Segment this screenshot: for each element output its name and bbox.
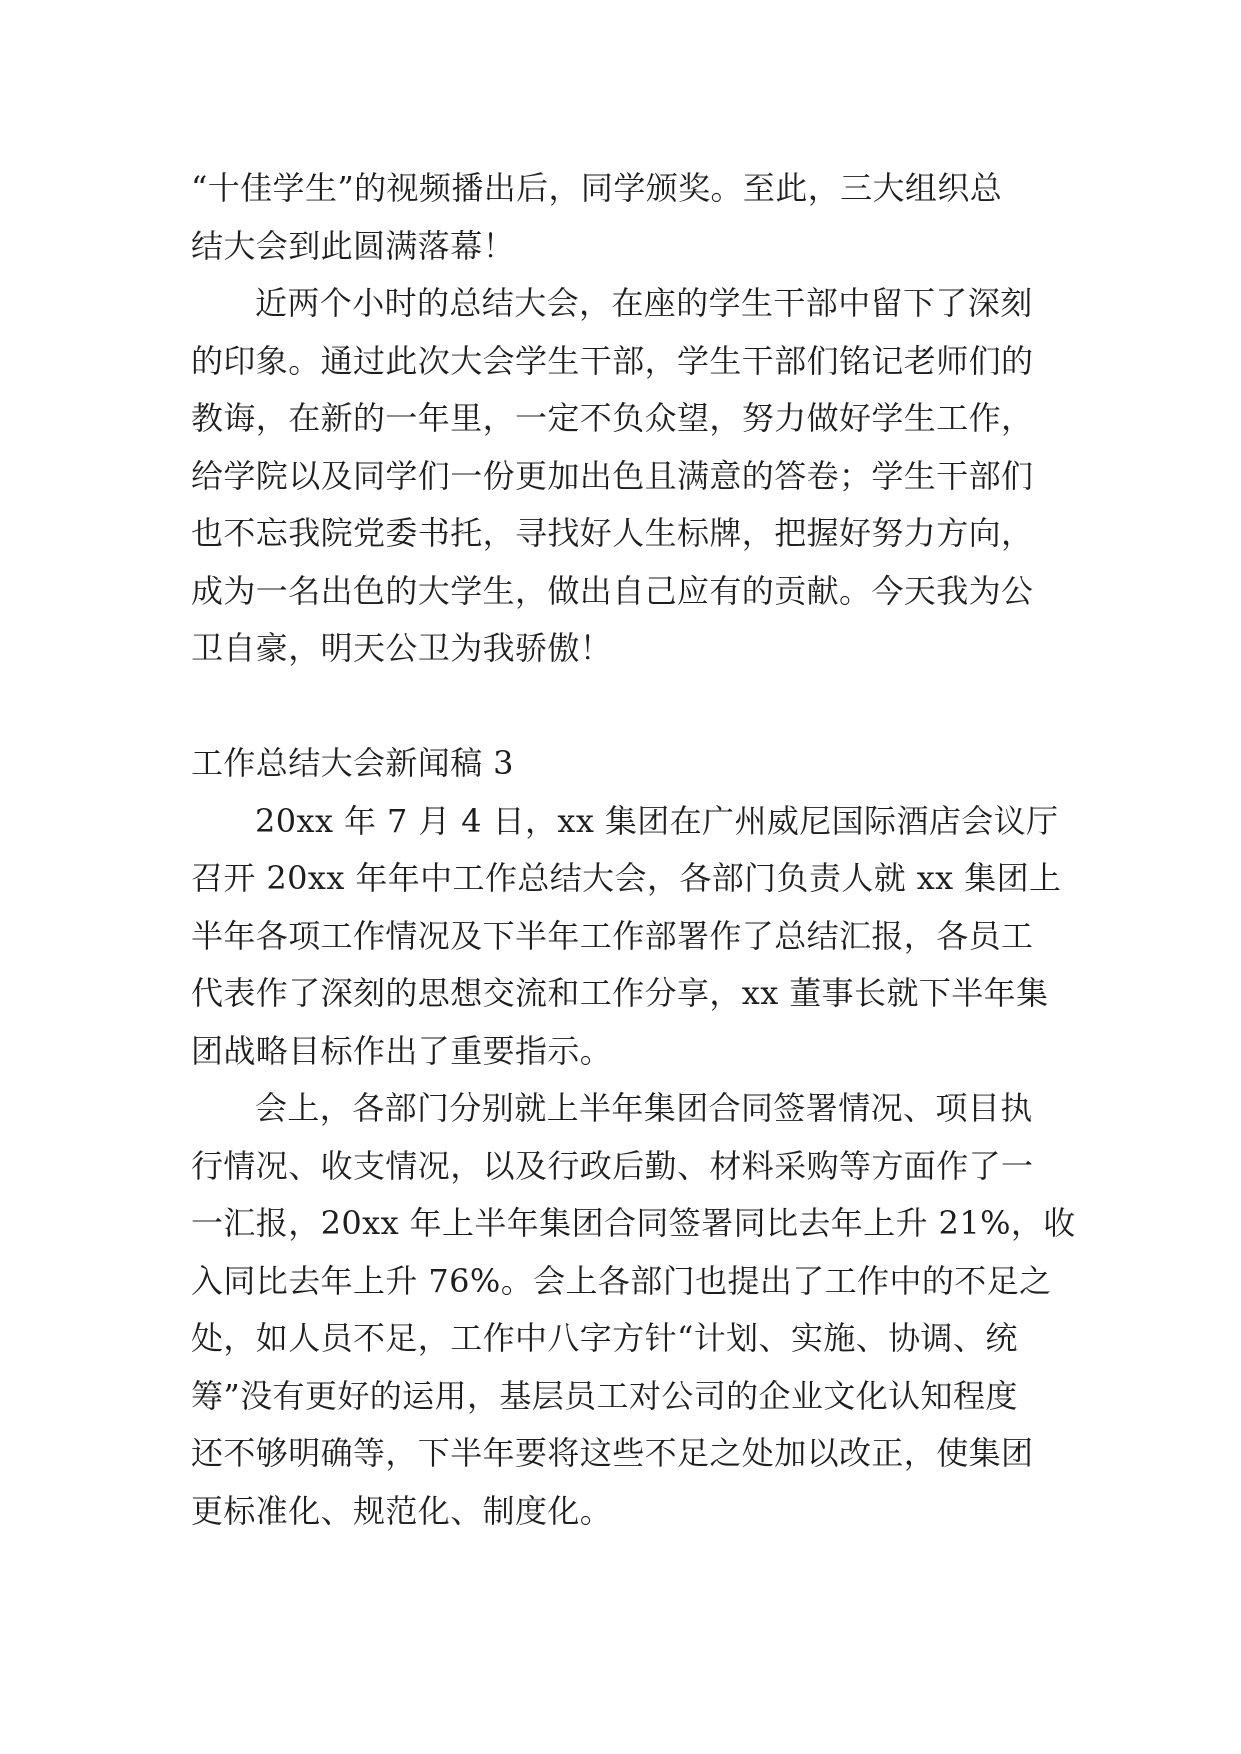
paragraph-line: 成为一名出色的大学生，做出自己应有的贡献。今天我为公	[191, 571, 1034, 610]
paragraph-department-reports	[191, 1080, 1076, 1540]
paragraph-line: 也不忘我院党委书托，寻找好人生标牌，把握好努力方向，	[191, 514, 1034, 552]
section-heading: 工作总结大会新闻稿 3	[191, 744, 514, 782]
section-spacer	[191, 678, 1051, 736]
paragraph-line: 筹”没有更好的运用，基层员工对公司的企业文化认知程度	[191, 1376, 1018, 1415]
paragraph-line: 20xx 年 7 月 4 日，xx 集团在广州威尼国际酒店会议厅	[255, 801, 1059, 840]
paragraph-line: 给学院以及同学们一份更加出色且满意的答卷；学生干部们	[191, 456, 1034, 495]
paragraph-line: 处，如人员不足，工作中八字方针“计划、实施、协调、统	[191, 1319, 1018, 1357]
document-body	[191, 160, 1076, 1540]
paragraph-line: 教诲，在新的一年里，一定不负众望，努力做好学生工作，	[191, 399, 1034, 437]
paragraph-meeting-intro	[191, 793, 1062, 1081]
paragraph-line: 行情况、收支情况，以及行政后勤、材料采购等方面作了一	[191, 1146, 1034, 1185]
paragraph-award-closing	[191, 160, 1051, 275]
paragraph-line: 更标准化、规范化、制度化。	[191, 1491, 613, 1530]
paragraph-line: 卫自豪，明天公卫为我骄傲！	[191, 629, 613, 667]
paragraph-line: 入同比去年上升 76%。会上各部门也提出了工作中的不足之	[191, 1261, 1052, 1300]
paragraph-line: 还不够明确等，下半年要将这些不足之处加以改正，使集团	[191, 1434, 1034, 1472]
paragraph-line: 召开 20xx 年年中工作总结大会，各部门负责人就 xx 集团上	[191, 859, 1062, 897]
paragraph-line: 近两个小时的总结大会，在座的学生干部中留下了深刻	[255, 284, 1033, 322]
paragraph-line: 的印象。通过此次大会学生干部，学生干部们铭记老师们的	[191, 341, 1034, 380]
paragraph-line: 一汇报，20xx 年上半年集团合同签署同比去年上升 21%，收	[191, 1204, 1076, 1242]
paragraph-line: “十佳学生”的视频播出后，同学颁奖。至此，三大组织总	[191, 169, 1003, 207]
paragraph-impression	[191, 275, 1051, 678]
paragraph-line: 会上，各部门分别就上半年集团合同签署情况、项目执	[255, 1089, 1033, 1127]
paragraph-line: 半年各项工作情况及下半年工作部署作了总结汇报，各员工	[191, 916, 1034, 955]
paragraph-line: 团战略目标作出了重要指示。	[191, 1031, 613, 1070]
paragraph-line: 代表作了深刻的思想交流和工作分享，xx 董事长就下半年集	[191, 974, 1049, 1012]
paragraph-line: 结大会到此圆满落幕！	[191, 226, 516, 265]
